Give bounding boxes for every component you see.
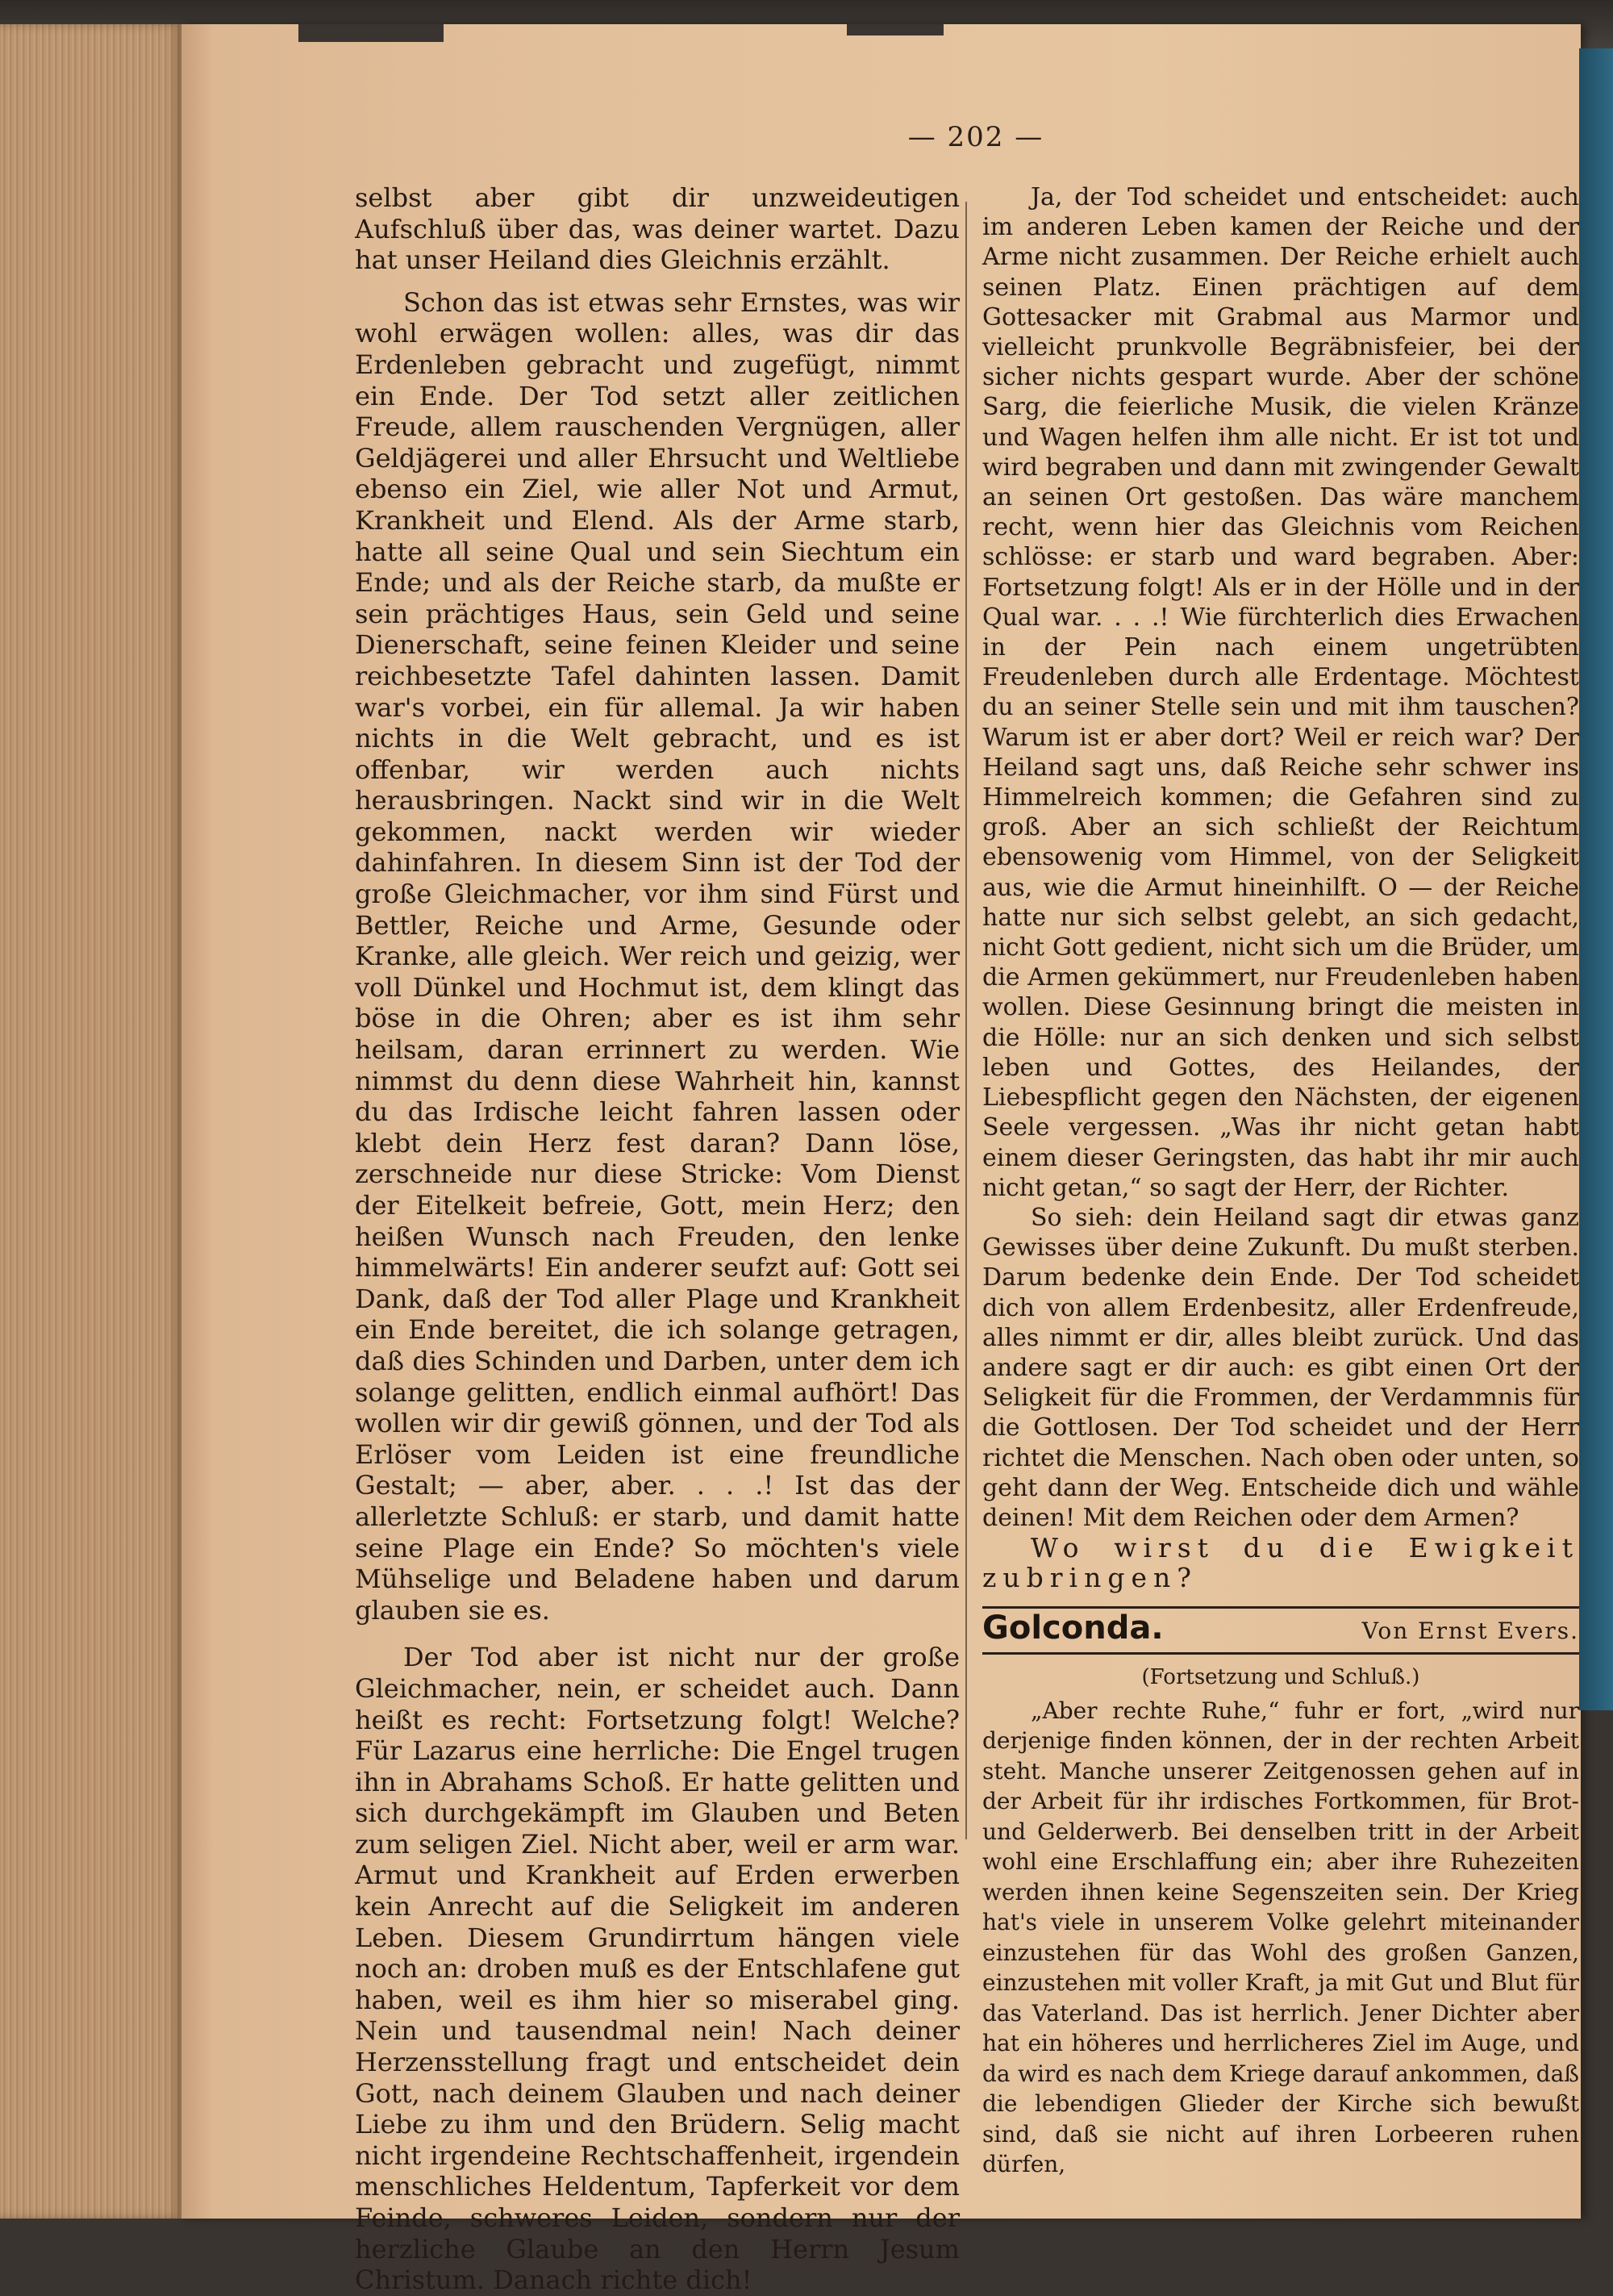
paragraph: Der Tod aber ist nicht nur der große Gleichmacher, nein, er scheidet auch. Dann heißt es recht: Fortsetzung folgt! Welche? Für Lazarus eine herrliche: Die Engel trugen ihn in Abrahams Schoß. Er hatte gelitten und sich durchgekämpft im Glauben und Beten zum seligen Ziel. Nicht aber, weil er arm war. Armut und Krankheit auf Erden erwerben kein Anrecht auf die Seligkeit im anderen Leben. Diesem Grundirrtum hängen viele noch an: droben muß es der Entschlafene gut haben, weil es ihm hier so miserabel ging. Nein und tausendmal nein! Nach deiner Herzensstellung fragt und entscheidet dein Gott, nach deinem Glauben und nach deiner Liebe zu ihm und den Brüdern. Selig macht nicht irgendeine Rechtschaffenheit, irgendein menschliches Heldentum, Tapferkeit vor dem Feinde, schweres Leiden, sondern nur der herzliche Glaube an den Herrn Jesum Christum. Danach richte dich!	[355, 1642, 960, 2296]
left-column	[355, 182, 960, 2296]
story-author: Von Ernst Evers.	[1361, 1617, 1579, 1644]
closing-question: Wo wirst du die Ewigkeit zubringen?	[982, 1532, 1579, 1594]
torn-top-edge	[298, 24, 444, 42]
story-title: Golconda.	[982, 1609, 1164, 1647]
story-text: „Aber rechte Ruhe,“ fuhr er fort, „wird nur derjenige finden können, der in der rechten Arbeit steht. Manche unserer Zeitgenossen gehen auf in der Arbeit für ihr irdisches Fortkommen, für Brot- und Gelderwerb. Bei denselben tritt in der Arbeit wohl eine Erschlaffung ein; aber ihre Ruhezeiten werden ihnen keine Segenszeiten sein. Der Krieg hat's viele in unserem Volke gelehrt miteinander einzustehen für das Wohl des großen Ganzen, einzustehen mit voller Kraft, ja mit Gut und Blut für das Vaterland. Das ist herrlich. Jener Dichter aber hat ein höheres und herrlicheres Ziel im Auge, und da wird es nach dem Kriege darauf ankommen, daß die lebendigen Glieder der Kirche sich bewußt sind, daß sie nicht auf ihren Lorbeeren ruhen dürfen,	[982, 1697, 1579, 2178]
paragraph: Schon das ist etwas sehr Ernstes, was wir wohl erwägen wollen: alles, was dir das Erdenleben gebracht und zugefügt, nimmt ein Ende. Der Tod setzt aller zeitlichen Freude, allem rauschenden Vergnügen, aller Geldjägerei und aller Ehrsucht und Weltliebe ebenso ein Ziel, wie aller Not und Armut, Krankheit und Elend. Als der Arme starb, hatte all seine Qual und sein Siechtum ein Ende; und als der Reiche starb, da mußte er sein prächtiges Haus, sein Geld und seine Dienerschaft, seine feinen Kleider und seine reichbesetzte Tafel dahinten lassen. Damit war's vorbei, ein für allemal. Ja wir haben nichts in die Welt gebracht, und es ist offenbar, wir werden auch nichts herausbringen. Nackt sind wir in die Welt gekommen, nackt werden wir wieder dahinfahren. In diesem Sinn ist der Tod der große Gleichmacher, vor ihm sind Fürst und Bettler, Reiche und Arme, Gesunde oder Kranke, alle gleich. Wer reich und geizig, wer voll Dünkel und Hochmut ist, dem klingt das böse in die Ohren; aber es ist ihm sehr heilsam, daran errinnert zu werden. Wie nimmst du denn diese Wahrheit hin, kannst du das Irdische leicht fahren lassen oder klebt dein Herz fest daran? Dann löse, zerschneide nur diese Stricke: Vom Dienst der Eitelkeit befreie, Gott, mein Herz; den heißen Wunsch nach Freuden, den lenke himmelwärts! Ein anderer seufzt auf: Gott sei Dank, daß der Tod aller Plage und Krankheit ein Ende bereitet, die ich solange getragen, daß dies Schinden und Darben, unter dem ich solange gelitten, endlich einmal aufhört! Das wollen wir dir gewiß gönnen, und der Tod als Erlöser vom Leiden ist eine freundliche Gestalt; — aber, aber. . . .! Ist das der allerletzte Schluß: er starb, und damit hatte seine Plage ein Ende? So möchten's viele Mühselige und Beladene haben und darum glauben sie es.	[355, 286, 960, 1626]
paragraph: Ja, der Tod scheidet und entscheidet: auch im anderen Leben kamen der Reiche und der Arme nicht zusammen. Der Reiche erhielt auch seinen Platz. Einen prächtigen auf dem Gottesacker mit Grabmal aus Marmor und vielleicht prunkvolle Begräbnisfeier, bei der sicher nichts gespart wurde. Aber der schöne Sarg, die feierliche Musik, die vielen Kränze und Wagen helfen ihm alle nicht. Er ist tot und wird begraben und dann mit zwingender Gewalt an seinen Ort gestoßen. Das wäre manchem recht, wenn hier das Gleichnis vom Reichen schlösse: er starb und ward begraben. Aber: Fortsetzung folgt! Als er in der Hölle und in der Qual war. . . .! Wie fürchterlich dies Erwachen in der Pein nach einem ungetrübten Freudenleben durch alle Erdentage. Möchtest du an seiner Stelle sein und mit ihm tauschen? Warum ist er aber dort? Weil er reich war? Der Heiland sagt uns, daß Reiche sehr schwer ins Himmelreich kommen; die Gefahren sind zu groß. Aber an sich schließt der Reichtum ebensowenig vom Himmel, von der Seligkeit aus, wie die Armut hineinhilft. O — der Reiche hatte nur sich selbst gelebt, an sich gedacht, nicht Gott gedient, nicht sich um die Brüder, um die Armen gekümmert, nur Freudenleben haben wollen. Diese Gesinnung bringt die meisten in die Hölle: nur an sich denken und sich selbst leben und Gottes, des Heilandes, der Liebespflicht gegen den Nächsten, der eigenen Seele vergessen. „Was ihr nicht getan habt einem dieser Geringsten, das habt ihr mir auch nicht getan,“ so sagt der Herr, der Richter.	[982, 183, 1579, 1202]
blue-page-marker	[1579, 48, 1613, 1710]
page-number: — 202 —	[907, 121, 1044, 153]
column-divider	[965, 202, 967, 1839]
torn-top-edge	[847, 24, 944, 35]
paragraph: selbst aber gibt dir unzweideutigen Aufschluß über das, was deiner wartet. Dazu hat unser Heiland dies Gleichnis erzählt.	[355, 182, 960, 276]
right-column	[982, 182, 1579, 2180]
book-page-edges	[0, 24, 181, 2219]
story-subtitle: (Fortsetzung und Schluß.)	[1141, 1664, 1420, 1689]
paragraph: So sieh: dein Heiland sagt dir etwas ganz Gewisses über deine Zukunft. Du mußt sterben. Darum bedenke dein Ende. Der Tod scheidet dich von allem Erdenbesitz, aller Erdenfreude, alles nimmt er dir, alles bleibt zurück. Und das andere sagt er dir auch: es gibt einen Ort der Seligkeit für die Frommen, der Verdammnis für die Gottlosen. Der Tod scheidet und der Herr richtet die Menschen. Nach oben oder unten, so geht dann der Weg. Entscheide dich und wähle deinen! Mit dem Reichen oder dem Armen?	[982, 1203, 1579, 1532]
story-heading	[982, 1606, 1579, 1655]
